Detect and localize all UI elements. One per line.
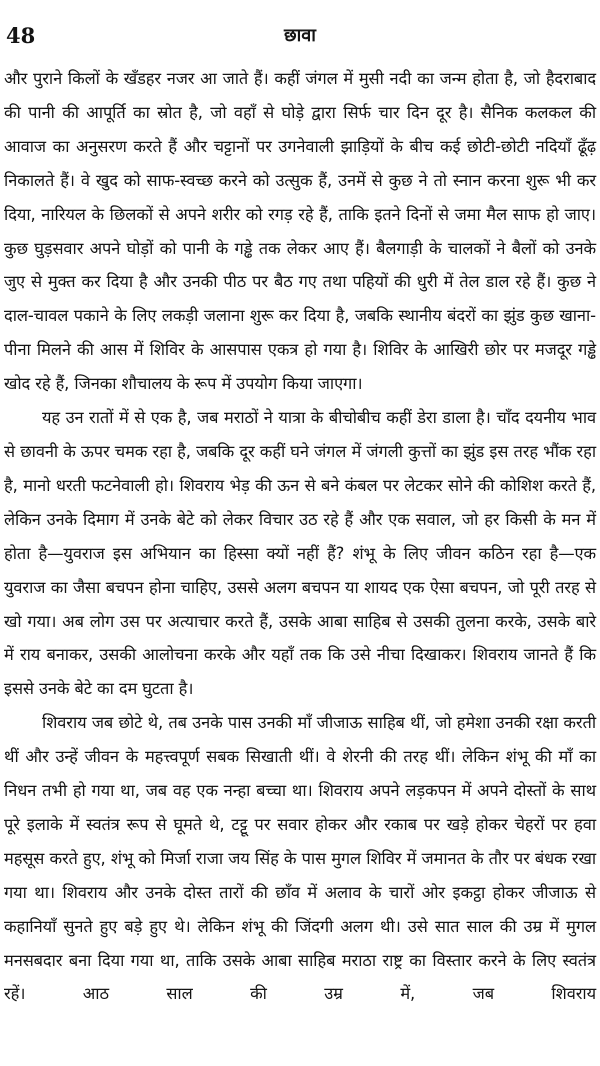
paragraph-2: यह उन रातों में से एक है, जब मराठों ने यात्रा के बीचोबीच कहीं डेरा डाला है। चाँद दयनीय भाव से छावनी के ऊपर चमक रहा है, जबकि दूर कहीं घने जंगल में जंगली कुत्तों का झुंड इस तरह भौंक रहा है, मानो धरती फटनेवाली हो। शिवराय भेड़ की ऊन से बने कंबल पर लेटकर सोने की कोशिश करते हैं, लेकिन उनके दिमाग में उनके बेटे को लेकर विचार उठ रहे हैं और एक सवाल, जो हर किसी के मन में होता है—युवराज इस अभियान का हिस्सा क्यों नहीं हैं? शंभू के लिए जीवन कठिन रहा है—एक युवराज का जैसा बचपन होना चाहिए, उससे अलग बचपन या शायद एक ऐसा बचपन, जो पूरी तरह से खो गया। अब लोग उस पर अत्याचार करते हैं, उसके आबा साहिब से उसकी तुलना करके, उसके बारे में राय बनाकर, उसकी आलोचना करके और यहाँ तक कि उसे नीचा दिखाकर। शिवराय जानते हैं कि इससे उनके बेटे का दम घुटता है। — [4, 408, 596, 699]
running-header — [4, 22, 596, 50]
paragraph-1: और पुराने किलों के खँडहर नजर आ जाते हैं। कहीं जंगल में मुसी नदी का जन्म होता है, जो हैदराबाद की पानी की आपूर्ति का स्रोत है, जो वहाँ से घोड़े द्वारा सिर्फ चार दिन दूर है। सैनिक कलकल की आवाज का अनुसरण करते हैं और चट्टानों पर उगनेवाली झाड़ियों के बीच कई छोटी-छोटी नदियाँ ढूँढ़ निकालते हैं। वे खुद को साफ-स्वच्छ करने को उत्सुक हैं, उनमें से कुछ ने तो स्नान करना शुरू भी कर दिया, नारियल के छिलकों से अपने शरीर को रगड़ रहे हैं, ताकि इतने दिनों से जमा मैल साफ हो जाए। कुछ घुड़सवार अपने घोड़ों को पानी के गड्ढे तक लेकर आए हैं। बैलगाड़ी के चालकों ने बैलों को उनके जुए से मुक्त कर दिया है और उनकी पीठ पर बैठ गए तथा पहियों की धुरी में तेल डाल रहे हैं। कुछ ने दाल-चावल पकाने के लिए लकड़ी जलाना शुरू कर दिया है, जबकि स्थानीय बंदरों का झुंड कुछ खाना-पीना मिलने की आस में शिविर के आसपास एकत्र हो गया है। शिविर के आखिरी छोर पर मजदूर गड्ढे खोद रहे हैं, जिनका शौचालय के रूप में उपयोग किया जाएगा। — [4, 69, 596, 394]
running-title: छावा — [284, 25, 316, 46]
body-text — [4, 62, 596, 1011]
page-number: 48 — [6, 23, 36, 48]
paragraph-3: शिवराय जब छोटे थे, तब उनके पास उनकी माँ जीजाऊ साहिब थीं, जो हमेशा उनकी रक्षा करती थीं और उन्हें जीवन के महत्त्वपूर्ण सबक सिखाती थीं। वे शेरनी की तरह थीं। लेकिन शंभू की माँ का निधन तभी हो गया था, जब वह एक नन्हा बच्चा था। शिवराय अपने लड़कपन में अपने दोस्तों के साथ पूरे इलाके में स्वतंत्र रूप से घूमते थे, टट्टू पर सवार होकर और रकाब पर खड़े होकर चेहरों पर हवा महसूस करते हुए, शंभू को मिर्जा राजा जय सिंह के पास मुगल शिविर में जमानत के तौर पर बंधक रखा गया था। शिवराय और उनके दोस्त तारों की छाँव में अलाव के चारों ओर इकट्ठा होकर जीजाऊ से कहानियाँ सुनते हुए बड़े हुए थे। लेकिन शंभू की जिंदगी अलग थी। उसे सात साल की उम्र में मुगल मनसबदार बना दिया गया था, ताकि उसके आबा साहिब मराठा राष्ट्र का विस्तार करने के लिए स्वतंत्र रहें। आठ साल की उम्र में, जब शिवराय — [4, 713, 596, 1004]
